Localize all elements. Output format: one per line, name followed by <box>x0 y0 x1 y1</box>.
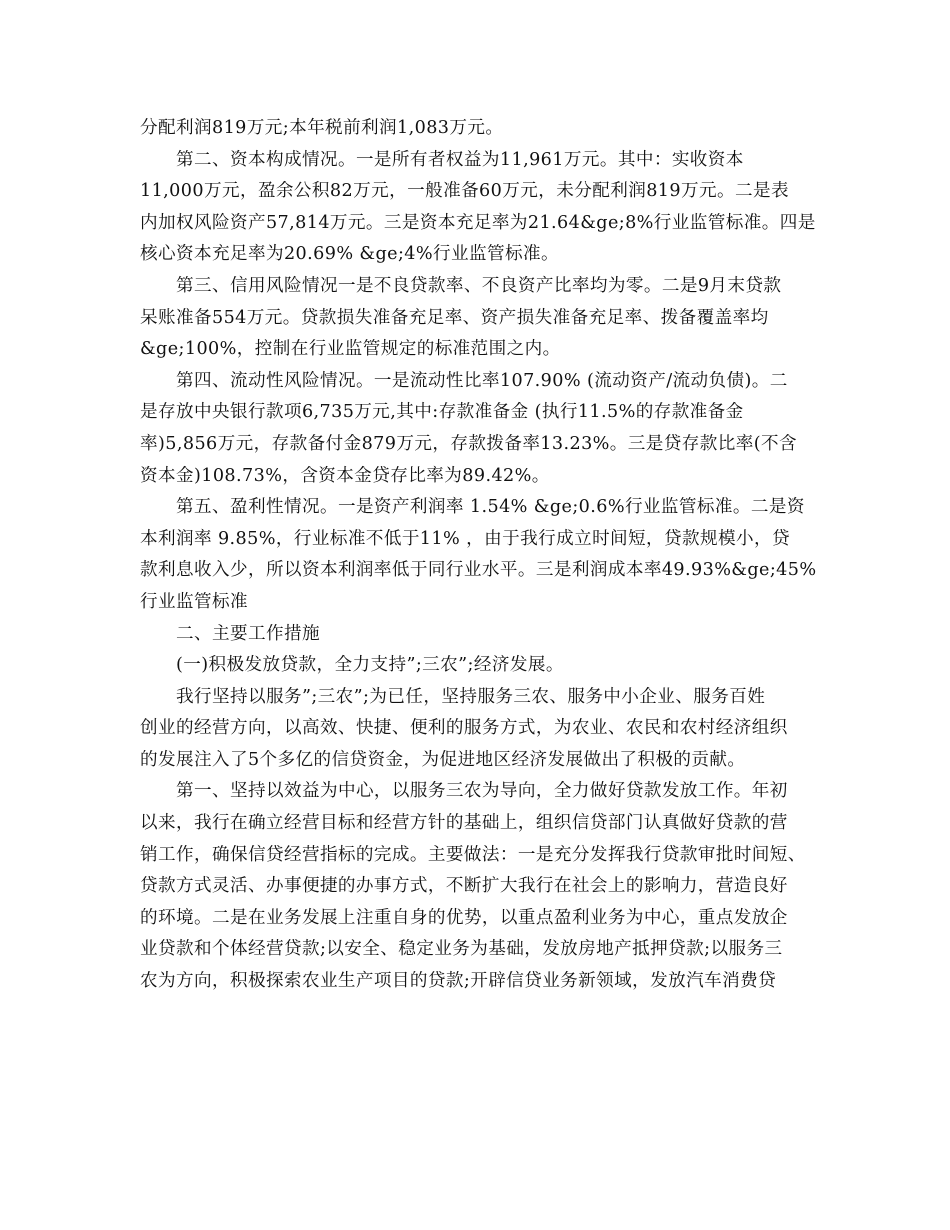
text-line: 第三、信用风险情况一是不良贷款率、不良资产比率均为零。二是9月末贷款 <box>176 275 782 296</box>
text-line: &ge;100%，控制在行业监管规定的标准范围之内。 <box>140 339 561 360</box>
text-line: 的发展注入了5个多亿的信贷资金，为促进地区经济发展做出了积极的贡献。 <box>140 749 746 770</box>
text-line: 我行坚持以服务”;三农”;为已任，坚持服务三农、服务中小企业、服务百姓 <box>176 686 766 707</box>
text-line: 农为方向，积极探索农业生产项目的贷款;开辟信贷业务新领域，发放汽车消费贷 <box>140 971 777 992</box>
text-line: 第五、盈利性情况。一是资产利润率 1.54% &ge;0.6%行业监管标准。二是资 <box>176 497 805 518</box>
text-line: 资本金)108.73%，含资本金贷存比率为89.42%。 <box>140 465 550 486</box>
text-line: 本利润率 9.85%，行业标准不低于11% ，由于我行成立时间短，贷款规模小，贷 <box>140 528 790 549</box>
text-line: 11,000万元，盈余公积82万元，一般准备60万元，未分配利润819万元。二是表 <box>140 181 789 202</box>
text-line: 呆账准备554万元。贷款损失准备充足率、资产损失准备充足率、拨备覆盖率均 <box>140 307 769 328</box>
text-line: 创业的经营方向，以高效、快捷、便利的服务方式，为农业、农民和农村经济组织 <box>140 718 788 739</box>
text-line: 第四、流动性风险情况。一是流动性比率107.90% (流动资产/流动负债)。二 <box>176 370 788 391</box>
text-line: 率)5,856万元，存款备付金879万元，存款拨备率13.23%。三是贷存款比率(不含 <box>140 433 797 454</box>
text-line: 第二、资本构成情况。一是所有者权益为11,961万元。其中：实收资本 <box>176 149 744 170</box>
document-body <box>140 113 830 998</box>
text-line: 贷款方式灵活、办事便捷的办事方式，不断扩大我行在社会上的影响力，营造良好 <box>140 876 788 897</box>
text-line: 核心资本充足率为20.69% &ge;4%行业监管标准。 <box>140 244 559 265</box>
text-line: 是存放中央银行款项6,735万元,其中:存款准备金 (执行11.5%的存款准备金 <box>140 402 744 423</box>
text-line: 销工作，确保信贷经营指标的完成。主要做法：一是充分发挥我行贷款审批时间短、 <box>140 844 806 865</box>
text-line: 行业监管标准 <box>140 591 248 612</box>
text-line: 的环境。二是在业务发展上注重自身的优势，以重点盈利业务为中心，重点发放企 <box>140 907 788 928</box>
text-line: 款利息收入少，所以资本利润率低于同行业水平。三是利润成本率49.93%&ge;45% <box>140 560 817 581</box>
text-line: 分配利润819万元;本年税前利润1,083万元。 <box>140 118 504 138</box>
text-line: 二、主要工作措施 <box>176 623 320 644</box>
text-line: 内加权风险资产57,814万元。三是资本充足率为21.64&ge;8%行业监管标准。四是 <box>140 212 816 233</box>
text-line: 第一、坚持以效益为中心，以服务三农为导向，全力做好贷款发放工作。年初 <box>176 781 788 802</box>
text-line: 业贷款和个体经营贷款;以安全、稳定业务为基础，发放房地产抵押贷款;以服务三 <box>140 939 783 960</box>
text-line: (一)积极发放贷款，全力支持”;三农”;经济发展。 <box>176 655 564 676</box>
text-line: 以来，我行在确立经营目标和经营方针的基础上，组织信贷部门认真做好贷款的营 <box>140 813 788 834</box>
